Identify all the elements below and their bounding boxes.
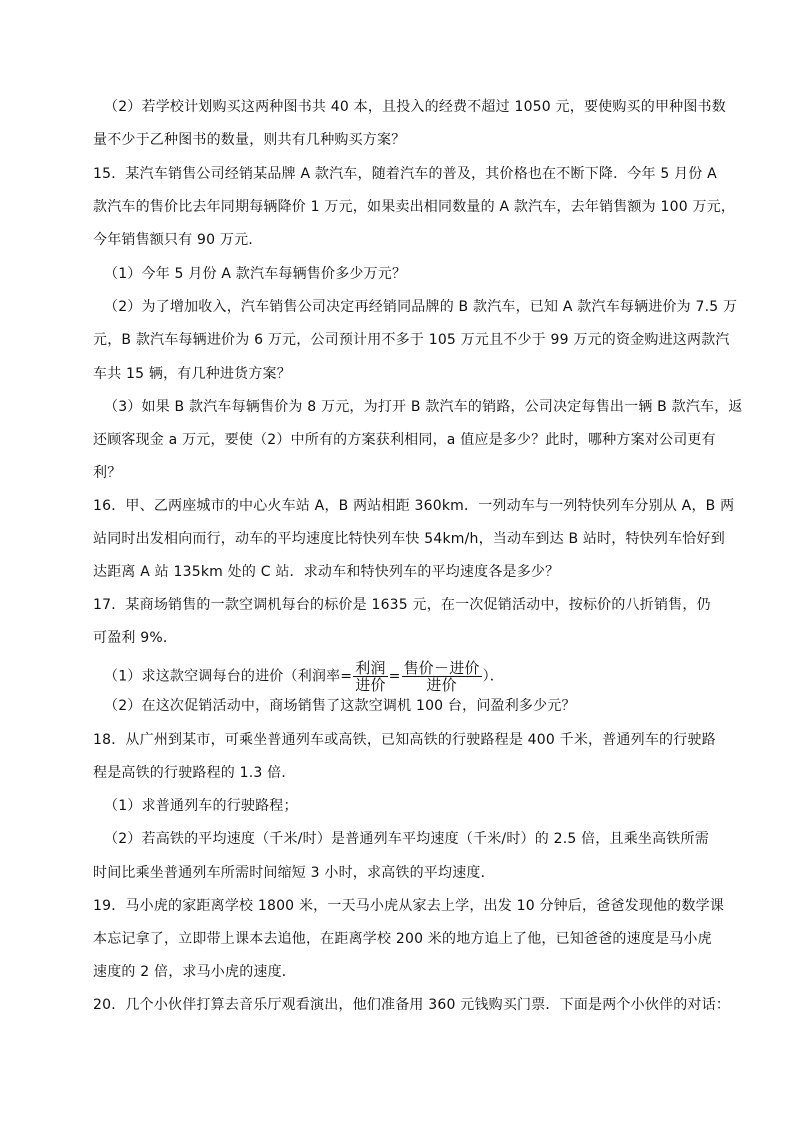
fraction-numerator: 利润: [355, 659, 386, 677]
problem-19-title: 19．马小虎的家距离学校 1800 米，一天马小虎从家去上学，出发 10 分钟后，爸爸发现他的数学课: [93, 898, 725, 914]
problem-15-title: 15．某汽车销售公司经销某品牌 A 款汽车，随着汽车的普及，其价格也在不断下降．今年 5 月份 A: [93, 166, 717, 182]
text-line: 还顾客现金 a 万元，要使（2）中所有的方案获利相同，a 值应是多少？此时，哪种方案对公司更有: [93, 432, 716, 448]
fraction-numerator: 售价－进价: [403, 659, 480, 677]
fraction-profit: [353, 660, 387, 693]
text-line: （2）若学校计划购买这两种图书共 40 本，且投入的经费不超过 1050 元，要使购买的甲种图书数: [104, 99, 726, 115]
text-line: 今年销售额只有 90 万元．: [93, 232, 263, 248]
text-line: 可盈利 9%．: [93, 630, 178, 646]
problem-17-title: 17．某商场销售的一款空调机每台的标价是 1635 元，在一次促销活动中，按标价的八折销售，仍: [93, 597, 711, 613]
text-line: （2）若高铁的平均速度（千米/时）是普通列车平均速度（千米/时）的 2.5 倍，且乘坐高铁所需: [104, 831, 709, 847]
text-line: 车共 15 辆，有几种进货方案？: [93, 366, 291, 382]
text-line: （2）为了增加收入，汽车销售公司决定再经销同品牌的 B 款汽车，已知 A 款汽车每辆进价为 7.5 万: [104, 299, 738, 315]
fraction-denominator: 进价: [355, 676, 386, 694]
equals-sign: =: [388, 668, 401, 685]
text-line: （1）求普通列车的行驶路程；: [104, 798, 298, 814]
fraction-denominator: 进价: [402, 676, 482, 693]
text-line: 站同时出发相向而行，动车的平均速度比特快列车快 54km/h，当动车到达 B 站时，特快列车恰好到: [93, 531, 725, 547]
formula-suffix: ）．: [482, 668, 505, 685]
text-line: 元，B 款汽车每辆进价为 6 万元，公司预计用不多于 105 万元且不少于 99 万元的资金购进这两款汽: [93, 332, 730, 348]
text-line: 达距离 A 站 135km 处的 C 站．求动车和特快列车的平均速度各是多少？: [93, 564, 560, 580]
text-line: 速度的 2 倍，求马小虎的速度．: [93, 964, 297, 980]
problem-18-title: 18．从广州到某市，可乘坐普通列车或高铁，已知高铁的行驶路程是 400 千米，普通列车的行驶路: [93, 732, 716, 748]
text-line: 利？: [93, 465, 122, 481]
text-line: 时间比乘坐普通列车所需时间缩短 3 小时，求高铁的平均速度．: [93, 865, 495, 881]
problem-16-title: 16．甲、乙两座城市的中心火车站 A，B 两站相距 360km．一列动车与一列特快列车分别从 A，B 两: [93, 498, 735, 514]
text-line: 量不少于乙种图书的数量，则共有几种购买方案？: [93, 132, 406, 148]
formula-line: [104, 660, 504, 693]
text-line: 本忘记拿了，立即带上课本去追他，在距离学校 200 米的地方追上了他，已知爸爸的速度是马小虎: [93, 931, 712, 947]
text-line: （2）在这次促销活动中，商场销售了这款空调机 100 台，问盈利多少元？: [104, 698, 576, 714]
problem-20-title: 20．几个小伙伴打算去音乐厅观看演出，他们准备用 360 元钱购买门票．下面是两个小伙伴的对话：: [93, 997, 731, 1013]
text-line: （3）如果 B 款汽车每辆售价为 8 万元，为打开 B 款汽车的销路，公司决定每售出一辆 B 款汽车，返: [104, 399, 743, 415]
fraction-price: [402, 660, 482, 693]
text-line: （1）今年 5 月份 A 款汽车每辆售价多少万元？: [104, 266, 407, 282]
formula-prefix: （1）求这款空调每台的进价（利润率=: [104, 668, 353, 685]
text-line: 程是高铁的行驶路程的 1.3 倍．: [93, 765, 296, 781]
text-line: 款汽车的售价比去年同期每辆降价 1 万元，如果卖出相同数量的 A 款汽车，去年销售额为 100 万元，: [93, 199, 736, 215]
